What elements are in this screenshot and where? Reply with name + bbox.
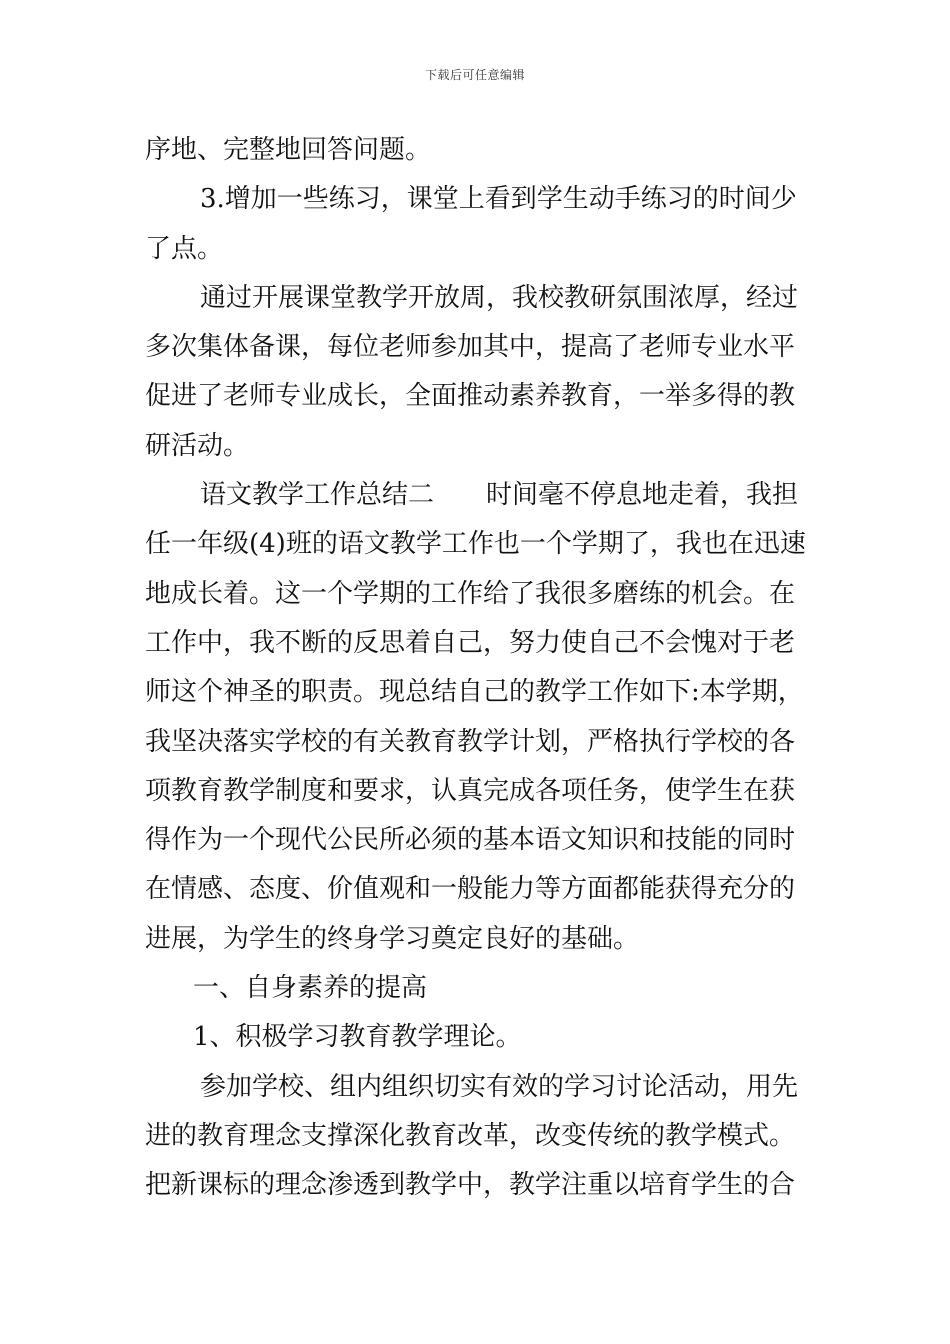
text-line: 地成长着。这一个学期的工作给了我很多磨练的机会。在 xyxy=(145,578,796,609)
text-line: 我坚决落实学校的有关教育教学计划，严格执行学校的各 xyxy=(145,726,796,757)
text-line: 进展，为学生的终身学习奠定良好的基础。 xyxy=(145,923,640,954)
text-line: 把新课标的理念渗透到教学中，教学注重以培育学生的合 xyxy=(145,1170,796,1201)
header-note: 下载后可任意编辑 xyxy=(424,68,525,82)
text-line: 师这个神圣的职责。现总结自己的教学工作如下:本学期， xyxy=(145,677,804,708)
text-line: 促进了老师专业成长，全面推动素养教育，一举多得的教 xyxy=(145,381,796,412)
text-line: 多次集体备课，每位老师参加其中，提高了老师专业水平 xyxy=(145,332,796,363)
text-line: 工作中，我不断的反思着自己，努力使自己不会愧对于老 xyxy=(145,627,796,658)
text-line: 语文教学工作总结二 时间毫不停息地走着，我担 xyxy=(200,480,799,511)
text-line: 通过开展课堂教学开放周，我校教研氛围浓厚，经过 xyxy=(200,282,799,313)
text-line: 得作为一个现代公民所必须的基本语文知识和技能的同时 xyxy=(145,825,796,856)
text-line: 参加学校、组内组织切实有效的学习讨论活动，用先 xyxy=(200,1071,799,1102)
text-line: 任一年级(4)班的语文教学工作也一个学期了，我也在迅速 xyxy=(145,529,806,560)
text-line: 3.增加一些练习，课堂上看到学生动手练习的时间少 xyxy=(200,184,797,215)
text-line: 研活动。 xyxy=(145,430,250,461)
text-line: 序地、完整地回答问题。 xyxy=(145,135,432,165)
section-heading: 一、自身素养的提高 xyxy=(193,973,428,1004)
text-line: 在情感、态度、价值观和一般能力等方面都能获得充分的 xyxy=(145,874,796,905)
text-line: 了点。 xyxy=(145,233,224,264)
text-line: 项教育教学制度和要求，认真完成各项任务，使学生在获 xyxy=(145,775,796,806)
document-body xyxy=(145,126,810,1211)
subsection-heading: 1、积极学习教育教学理论。 xyxy=(193,1022,522,1053)
text-line: 进的教育理念支撑深化教育改革，改变传统的教学模式。 xyxy=(145,1120,796,1151)
